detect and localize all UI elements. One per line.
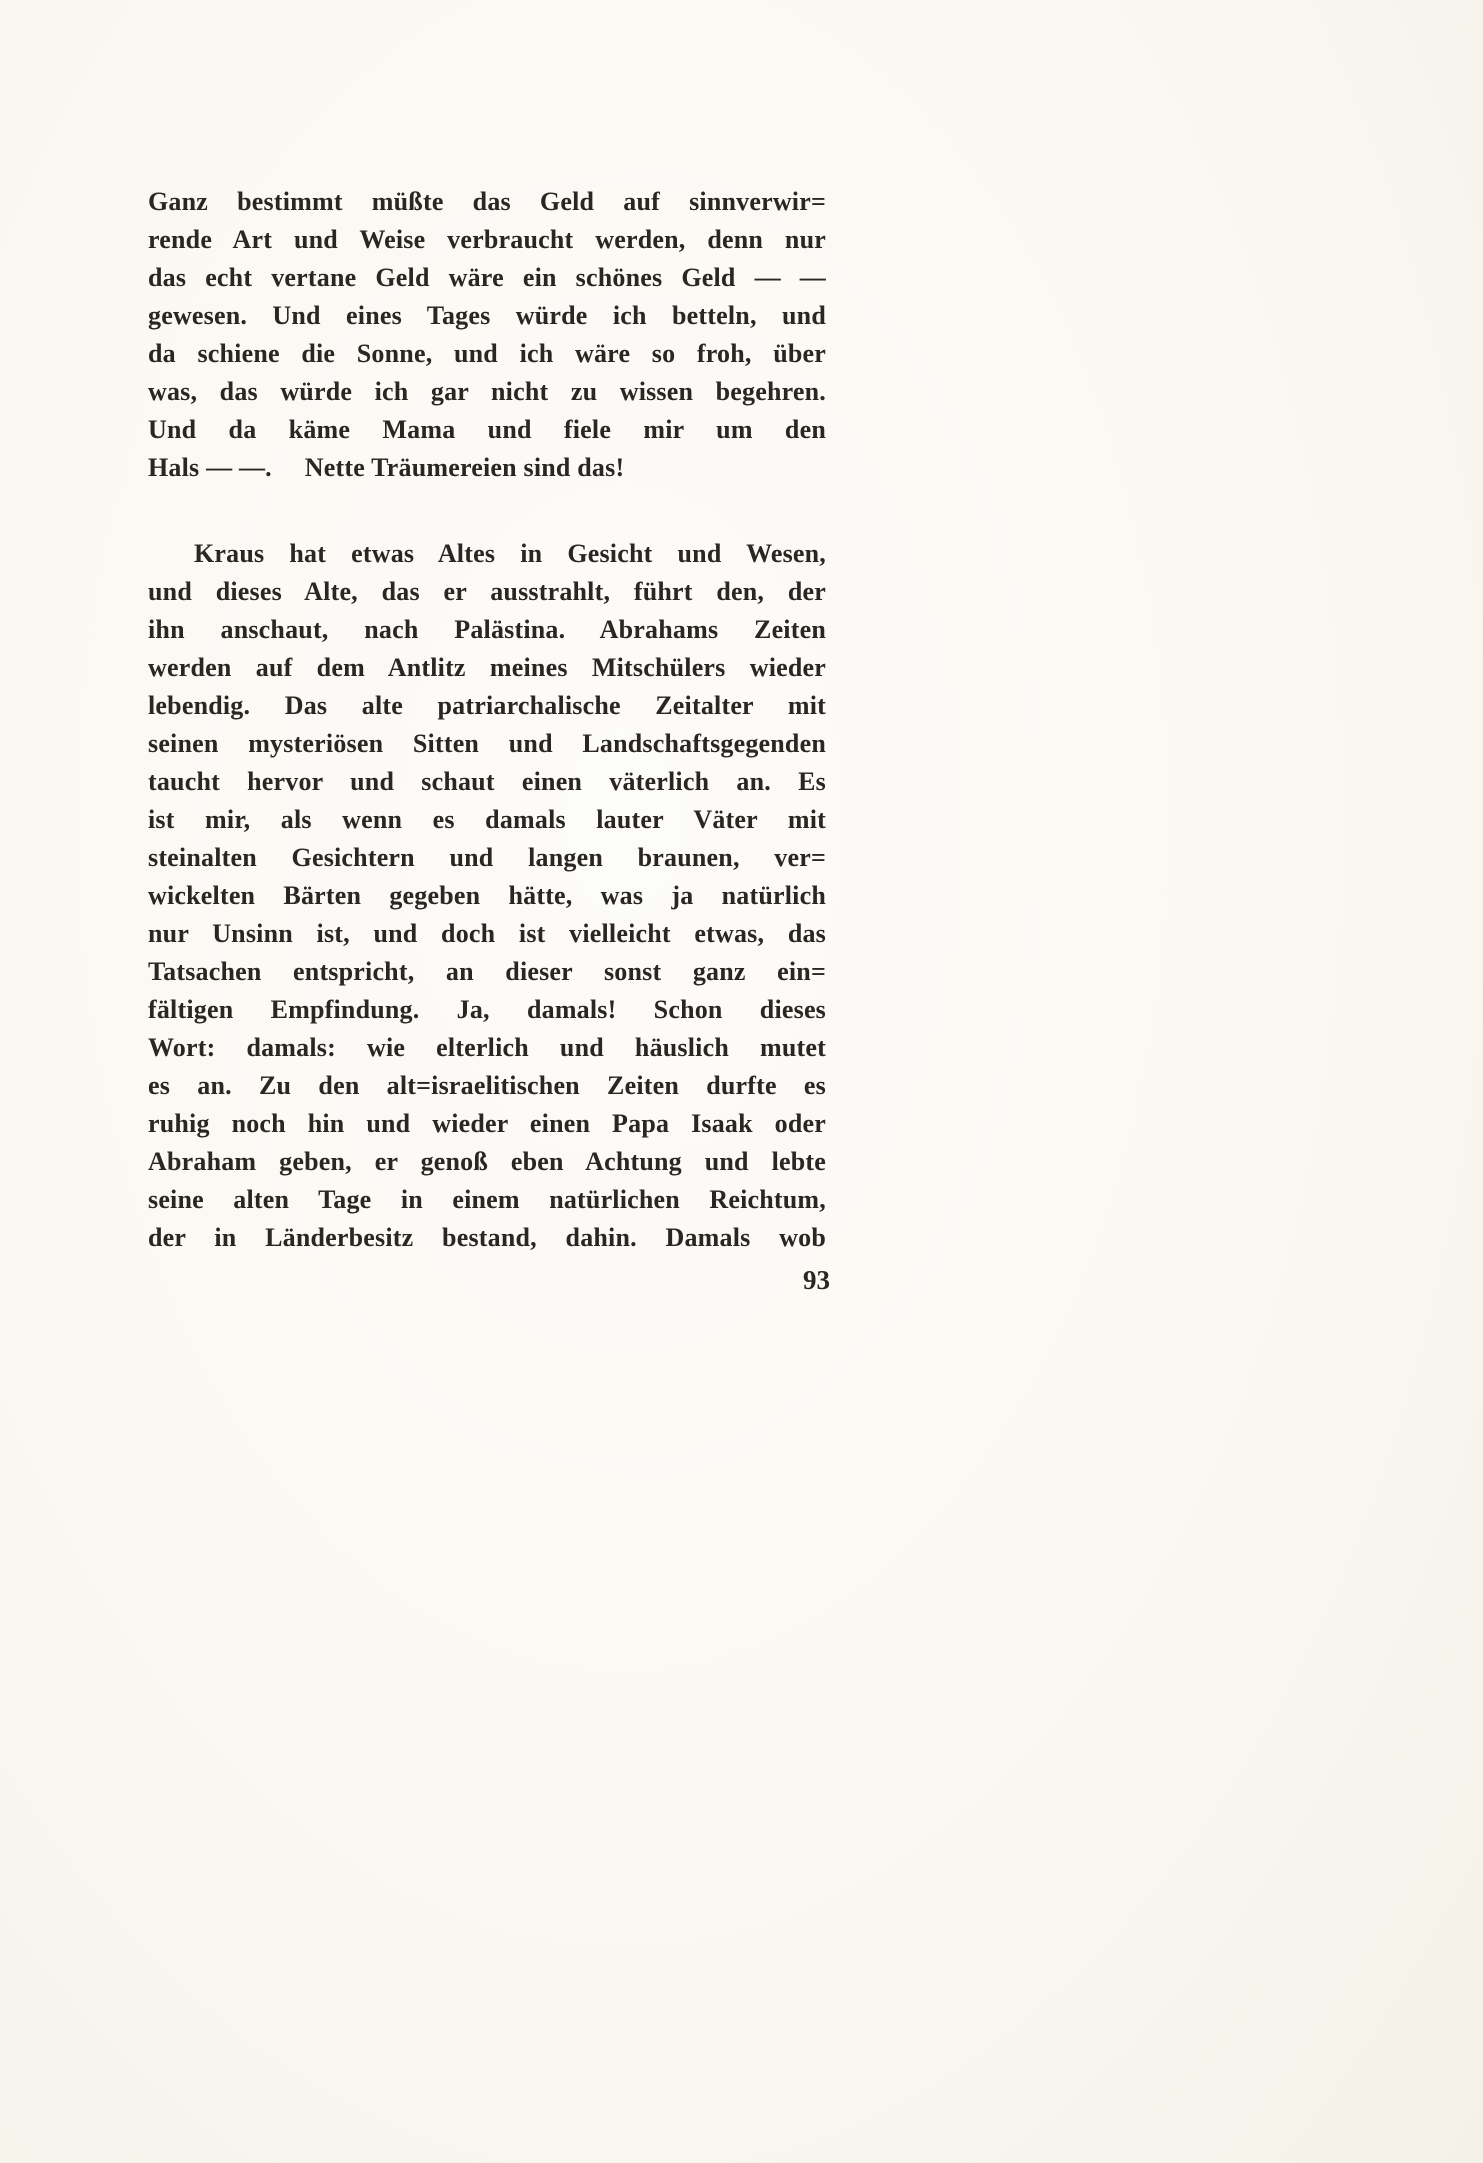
text-line: Ganz bestimmt müßte das Geld auf sinnverwir= [148, 187, 826, 216]
text-line: da schiene die Sonne, und ich wäre so froh, über [148, 339, 826, 368]
paragraph [148, 535, 826, 1257]
text-line: fältigen Empfindung. Ja, damals! Schon dieses [148, 995, 826, 1024]
text-line: ist mir, als wenn es damals lauter Väter mit [148, 805, 826, 834]
text-line: gewesen. Und eines Tages würde ich betteln, und [148, 301, 826, 330]
text-line: der in Länderbesitz bestand, dahin. Damals wob [148, 1223, 826, 1252]
text-line: Hals — —. Nette Träumereien sind das! [148, 453, 625, 482]
text-line: rende Art und Weise verbraucht werden, denn nur [148, 225, 826, 254]
text-line: Tatsachen entspricht, an dieser sonst ganz ein= [148, 957, 826, 986]
text-line: das echt vertane Geld wäre ein schönes Geld — — [148, 263, 826, 292]
text-line: steinalten Gesichtern und langen braunen, ver= [148, 843, 826, 872]
text-line: seine alten Tage in einem natürlichen Reichtum, [148, 1185, 826, 1214]
text-line: und dieses Alte, das er ausstrahlt, führt den, der [148, 577, 826, 606]
text-line: lebendig. Das alte patriarchalische Zeitalter mit [148, 691, 826, 720]
text-line: es an. Zu den alt=israelitischen Zeiten durfte es [148, 1071, 826, 1100]
page-number: 93 [803, 1265, 830, 1295]
text-line: Abraham geben, er genoß eben Achtung und lebte [148, 1147, 826, 1176]
paragraph [148, 183, 826, 487]
text-line: taucht hervor und schaut einen väterlich an. Es [148, 767, 826, 796]
text-line: was, das würde ich gar nicht zu wissen begehren. [148, 377, 826, 406]
text-line: ihn anschaut, nach Palästina. Abrahams Zeiten [148, 615, 826, 644]
text-line: Und da käme Mama und fiele mir um den [148, 415, 826, 444]
text-line: ruhig noch hin und wieder einen Papa Isaak oder [148, 1109, 826, 1138]
text-block [148, 183, 826, 1257]
text-line: Kraus hat etwas Altes in Gesicht und Wesen, [194, 539, 826, 568]
text-line: werden auf dem Antlitz meines Mitschülers wieder [148, 653, 826, 682]
text-line: seinen mysteriösen Sitten und Landschaftsgegenden [148, 729, 826, 758]
text-line: nur Unsinn ist, und doch ist vielleicht etwas, das [148, 919, 826, 948]
text-line: wickelten Bärten gegeben hätte, was ja natürlich [148, 881, 826, 910]
text-line: Wort: damals: wie elterlich und häuslich mutet [148, 1033, 826, 1062]
